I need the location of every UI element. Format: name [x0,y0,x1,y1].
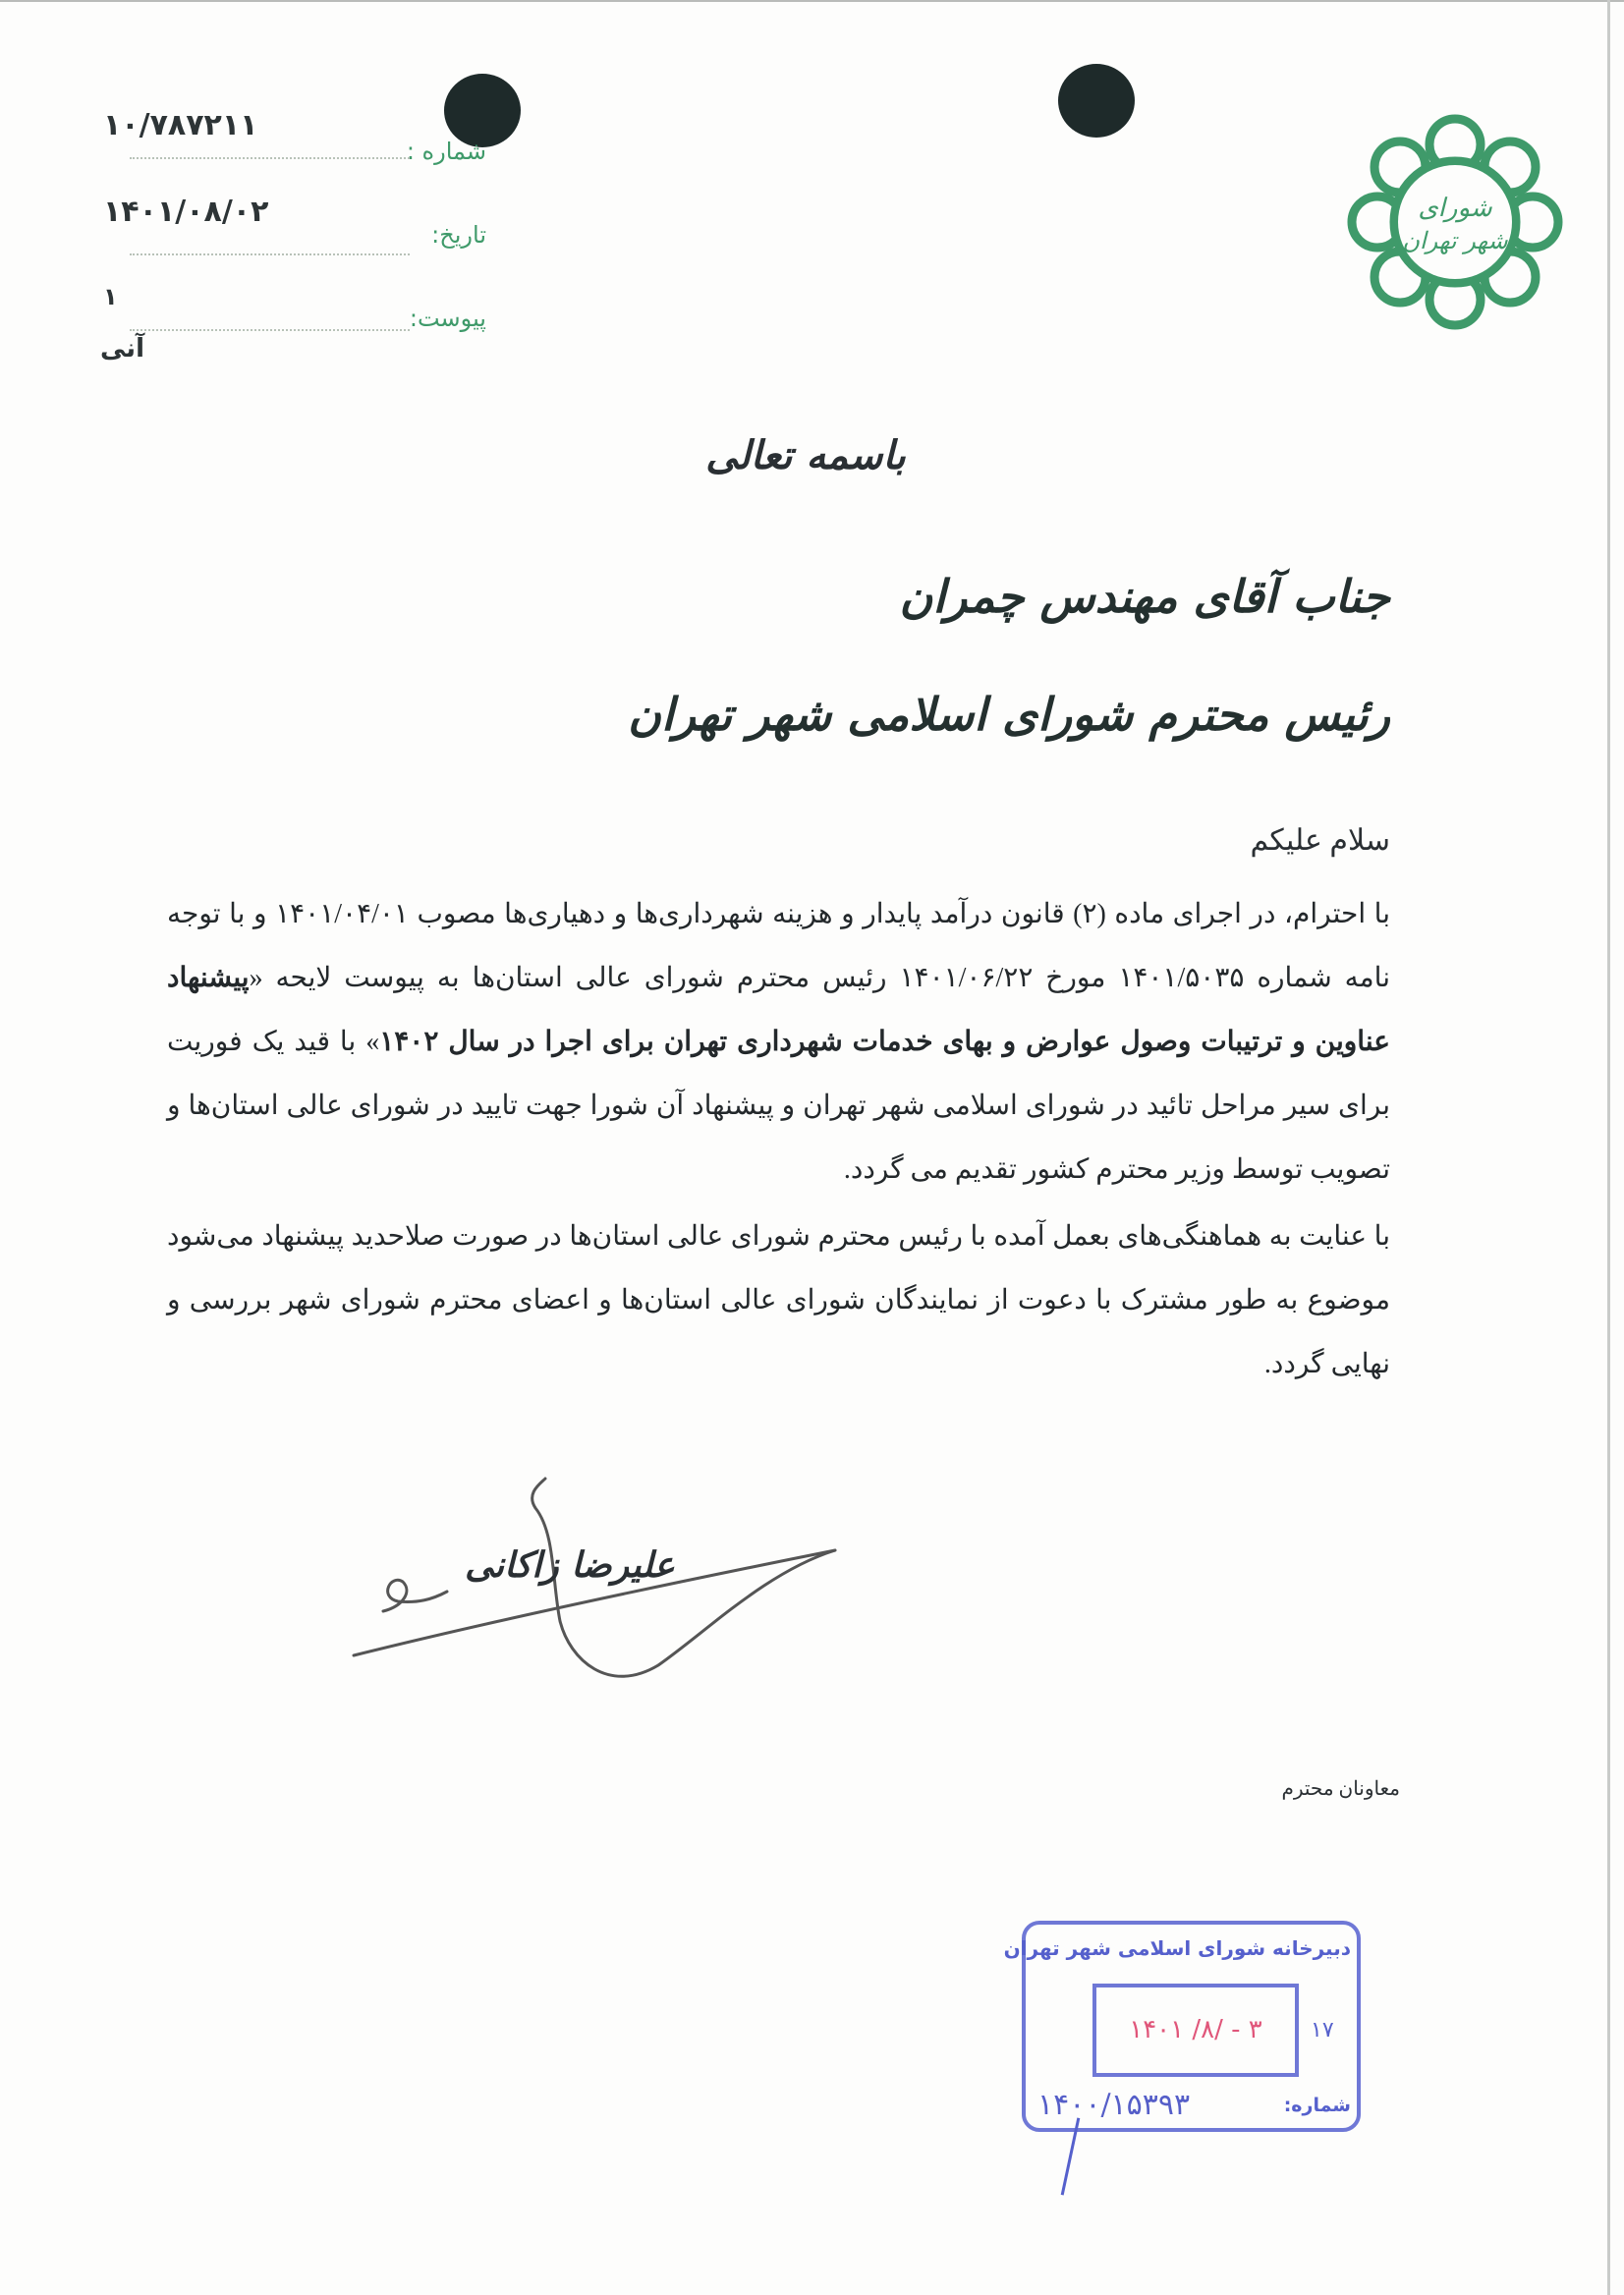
punch-hole-right [1058,64,1135,138]
logo-emblem-icon [1346,113,1564,331]
letter-date-value: ۱۴۰۱/۰۸/۰۲ [103,195,269,229]
signature-name: علیرضا زاکانی [465,1544,675,1586]
number-dotted-line [130,157,410,159]
addressee-line-2: رئیس محترم شورای اسلامی شهر تهران [628,688,1390,741]
paragraph-1-text-a: با احترام، در اجرای ماده (۲) قانون درآمد پایدار و هزینه شهرداری‌ها و دهیاری‌ها مصوب ۱۴۰۱/۰۴/۰۱ و با توجه نامه شماره ۱۴۰۱/۵۰۳۵ مورخ ۱۴۰۱/۰۶/۲۲ رئیس محترم شورای عالی استان‌ها به پیوست لایحه « [167,899,1390,993]
attachment-dotted-line [130,329,410,331]
paragraph-1 [167,882,1390,1202]
greeting: سلام علیکم [1250,824,1390,857]
signature [334,1464,865,1690]
signature-scribble-icon [334,1464,865,1690]
registry-stamp [1003,1921,1361,2132]
stamp-number-value: ۱۴۰۰/۱۵۳۹۳ [1037,2088,1191,2122]
cc-recipients: معاونان محترم [1281,1778,1400,1800]
paragraph-2: با عنایت به هماهنگی‌های بعمل آمده با رئیس محترم شورای عالی استان‌ها در صورت صلاحدید پیشنهاد می‌شود موضوع به طور مشترک با دعوت از نمایندگان شورای عالی استان‌ها و اعضای محترم شورای شهر بررسی و نهایی گردد. [167,1221,1390,1379]
tehran-council-logo [1346,113,1564,331]
attachment-label: پیوست: [409,305,486,332]
stamp-number-label: شماره: [1283,2095,1351,2116]
letter-number-value: ۱۰/۷۸۷۲۱۱ [103,108,258,142]
svg-text:شورای: شورای [1418,194,1492,223]
punch-hole-left [444,74,521,147]
paragraph-1-bold-title: پیشنهاد عناوین و ترتیبات وصول عوارض و بهای خدمات شهرداری تهران برای اجرا در سال ۱۴۰۲ [167,963,1390,1057]
scan-edge-right [1607,0,1610,2295]
svg-text:شهر تهران: شهر تهران [1402,227,1508,254]
stamp-side-note: ۱۷ [1311,2018,1334,2043]
addressee-line-1: جناب آقای مهندس چمران [899,570,1390,623]
letter-date-label: تاریخ: [431,221,486,249]
stamp-date: ۱۴۰۱ /۸/ - ۳ [1129,2015,1262,2044]
attachment-value: ۱ [103,283,118,310]
paragraph-1-text-b: » با قید یک فوریت برای سیر مراحل تائید در شورای اسلامی شهر تهران و پیشنهاد آن شورا جهت تایید در شورای عالی استان‌ها و تصویب توسط وزیر محترم کشور تقدیم می گردد. [167,1027,1390,1185]
letter-number-label: شماره : [406,138,486,165]
priority-label: آنی [100,334,144,364]
invocation: باسمه تعالی [705,432,906,478]
stamp-title: دبیرخانه شورای اسلامی شهر تهران [1003,1936,1351,1960]
stamp-date-box [1092,1984,1299,2077]
date-dotted-line [130,253,410,255]
scan-edge-top [0,0,1624,2]
